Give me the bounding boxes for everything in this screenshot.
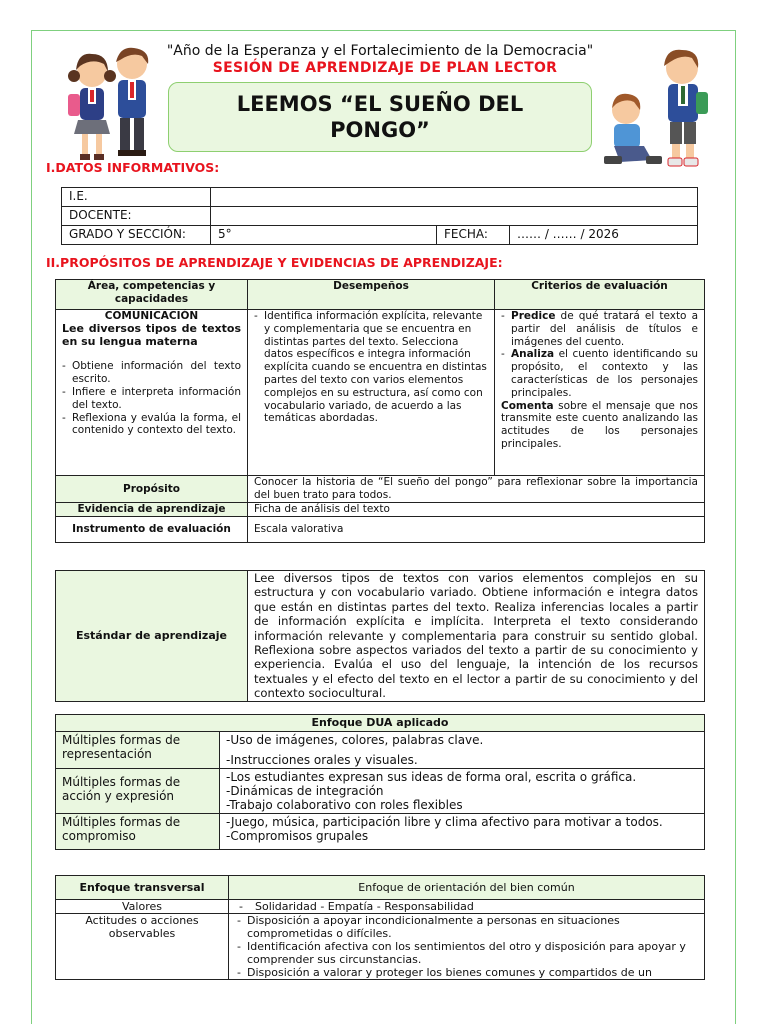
dua-line: -Trabajo colaborativo con roles flexibles: [226, 798, 463, 812]
title-box: [168, 82, 592, 152]
docente-label: DOCENTE:: [62, 207, 211, 226]
table-row: [56, 503, 705, 517]
valores-label: Valores: [56, 900, 229, 914]
desempenos-cell: [248, 310, 495, 476]
dua-label: Múltiples formas de representación: [56, 732, 220, 769]
dua-line: -Los estudiantes expresan sus ideas de forma oral, escrita o gráfica.: [226, 770, 637, 784]
table-row: [56, 900, 705, 914]
actitudes-list: [237, 914, 698, 979]
dua-line: -Dinámicas de integración: [226, 784, 384, 798]
actitudes-label: Actitudes o acciones observables: [56, 914, 229, 980]
estandar-text: Lee diversos tipos de textos con varios elementos complejos en su estructura y con vocabulario variado. Obtiene información e integra datos que están en distintas partes del texto. Realiza inferencias locales a partir de información explícita e implícita. Interpreta el texto considerando información relevante y complementaria para construir su sentido global. Reflexiona sobre aspectos variados del texto a partir de su conocimiento y experiencia. Evalúa el uso del lenguaje, la intención de los recursos textuales y el efecto del texto en el lector a partir de su conocimiento y del contexto sociocultural.: [248, 571, 705, 702]
criterios-list: [501, 310, 698, 400]
criterio-text: de qué tratará el texto a partir del análisis de títulos e imágenes del cuento.: [511, 310, 698, 348]
list-item: - Infiere e interpreta información del texto.: [62, 386, 241, 412]
dua-content: [220, 732, 705, 769]
dua-content: [220, 769, 705, 814]
criterio-text: el cuento identificando su propósito, el contexto y las características de los personajes principales.: [511, 348, 698, 399]
dua-label: Múltiples formas de acción y expresión: [56, 769, 220, 814]
docente-value: [211, 207, 698, 226]
instrumento-label: Instrumento de evaluación: [56, 517, 248, 543]
table-row: [56, 914, 705, 980]
list-item: - Disposición a valorar y proteger los bienes comunes y compartidos de un: [237, 966, 698, 979]
transversal-table: [55, 875, 705, 980]
col-header-desempenos: Desempeños: [248, 280, 495, 310]
section-heading-datos: I.DATOS INFORMATIVOS:: [46, 160, 220, 175]
table-row: [62, 188, 698, 207]
table-row: [62, 226, 698, 245]
propositos-table: [55, 279, 705, 543]
list-item: - Identifica información explícita, relevante y complementaria que se encuentra en distintas partes del texto. Selecciona datos específicos e integra información explícita cuando se encuentra en distintas partes del texto con varios elementos complejos en su estructura, así como con vocabulario variado, de acuerdo a las temáticas abordadas.: [254, 310, 488, 425]
bullet-dash: -: [239, 900, 243, 913]
table-row: [56, 310, 705, 476]
boys-icon: [600, 42, 710, 177]
fecha-value: …… / …… / 2026: [510, 226, 698, 245]
col-header-area: Área, competencias y capacidades: [56, 280, 248, 310]
criterio-verb: Analiza: [511, 348, 555, 361]
dua-line: -Uso de imágenes, colores, palabras clave.: [226, 733, 484, 747]
table-header-row: [56, 280, 705, 310]
area-cell: [56, 310, 248, 476]
criterios-cell: [495, 310, 705, 476]
table-row: [56, 476, 705, 503]
criterio-comenta: [501, 400, 698, 451]
dua-line: -Compromisos grupales: [226, 829, 369, 843]
students-illustration-left: [60, 42, 170, 171]
evidencia-label: Evidencia de aprendizaje: [56, 503, 248, 517]
criterio-verb: Predice: [511, 310, 556, 322]
desempenos-list: [254, 310, 488, 425]
estandar-label: Estándar de aprendizaje: [56, 571, 248, 702]
list-item: - Disposición a apoyar incondicionalmente a personas en situaciones comprometidas o difíciles.: [237, 914, 698, 940]
table-row: [56, 769, 705, 814]
proposito-value: Conocer la historia de “El sueño del pongo” para reflexionar sobre la importancia del buen trato para todos.: [248, 476, 705, 503]
list-item: - Identificación afectiva con los sentimientos del otro y disposición para apoyar y comprender sus circunstancias.: [237, 940, 698, 966]
table-row: [56, 814, 705, 850]
area-name: COMUNICACIÓN: [104, 310, 199, 322]
grado-label: GRADO Y SECCIÓN:: [62, 226, 211, 245]
section-heading-propositos: II.PROPÓSITOS DE APRENDIZAJE Y EVIDENCIAS DE APRENDIZAJE:: [46, 255, 503, 270]
valores-cell: [229, 900, 705, 914]
ie-value: [211, 188, 698, 207]
year-phrase: "Año de la Esperanza y el Fortalecimiento de la Democracia": [166, 43, 594, 59]
table-row: [56, 732, 705, 769]
list-item: [501, 348, 698, 399]
transversal-col2: Enfoque de orientación del bien común: [229, 876, 705, 900]
valores-value: Solidaridad - Empatía - Responsabilidad: [254, 900, 474, 913]
table-row: [62, 207, 698, 226]
capacidades-list: [62, 360, 241, 437]
evidencia-value: Ficha de análisis del texto: [248, 503, 705, 517]
transversal-col1: Enfoque transversal: [56, 876, 229, 900]
fecha-label: FECHA:: [437, 226, 510, 245]
dua-label: Múltiples formas de compromiso: [56, 814, 220, 850]
actitudes-cell: [229, 914, 705, 980]
instrumento-value: Escala valorativa: [248, 517, 705, 543]
dua-line: -Instrucciones orales y visuales.: [226, 753, 418, 767]
table-row: [56, 571, 705, 702]
list-item: - Obtiene información del texto escrito.: [62, 360, 241, 386]
competencia: Lee diversos tipos de textos en su lengua materna: [62, 321, 241, 348]
col-header-criterios: Criterios de evaluación: [495, 280, 705, 310]
proposito-label: Propósito: [56, 476, 248, 503]
estandar-table: [55, 570, 705, 702]
page-title: LEEMOS “EL SUEÑO DEL PONGO”: [236, 92, 524, 142]
session-title: SESIÓN DE APRENDIZAJE DE PLAN LECTOR: [212, 60, 558, 76]
table-header-row: [56, 876, 705, 900]
dua-table: [55, 714, 705, 850]
table-row: [56, 517, 705, 543]
list-item: - Reflexiona y evalúa la forma, el contenido y contexto del texto.: [62, 412, 241, 438]
criterio-verb: Comenta: [501, 399, 554, 412]
dua-content: [220, 814, 705, 850]
datos-table: [61, 187, 698, 245]
dua-line: -Juego, música, participación libre y clima afectivo para motivar a todos.: [226, 815, 663, 829]
dua-heading: Enfoque DUA aplicado: [56, 715, 705, 732]
grado-value: 5°: [211, 226, 437, 245]
list-item: [501, 310, 698, 348]
criterio-text: sobre el mensaje que nos transmite este cuento analizando las actitudes de los personajes principales.: [501, 399, 698, 450]
students-icon: [60, 42, 170, 167]
table-header-row: [56, 715, 705, 732]
ie-label: I.E.: [62, 188, 211, 207]
students-illustration-right: [600, 42, 710, 181]
